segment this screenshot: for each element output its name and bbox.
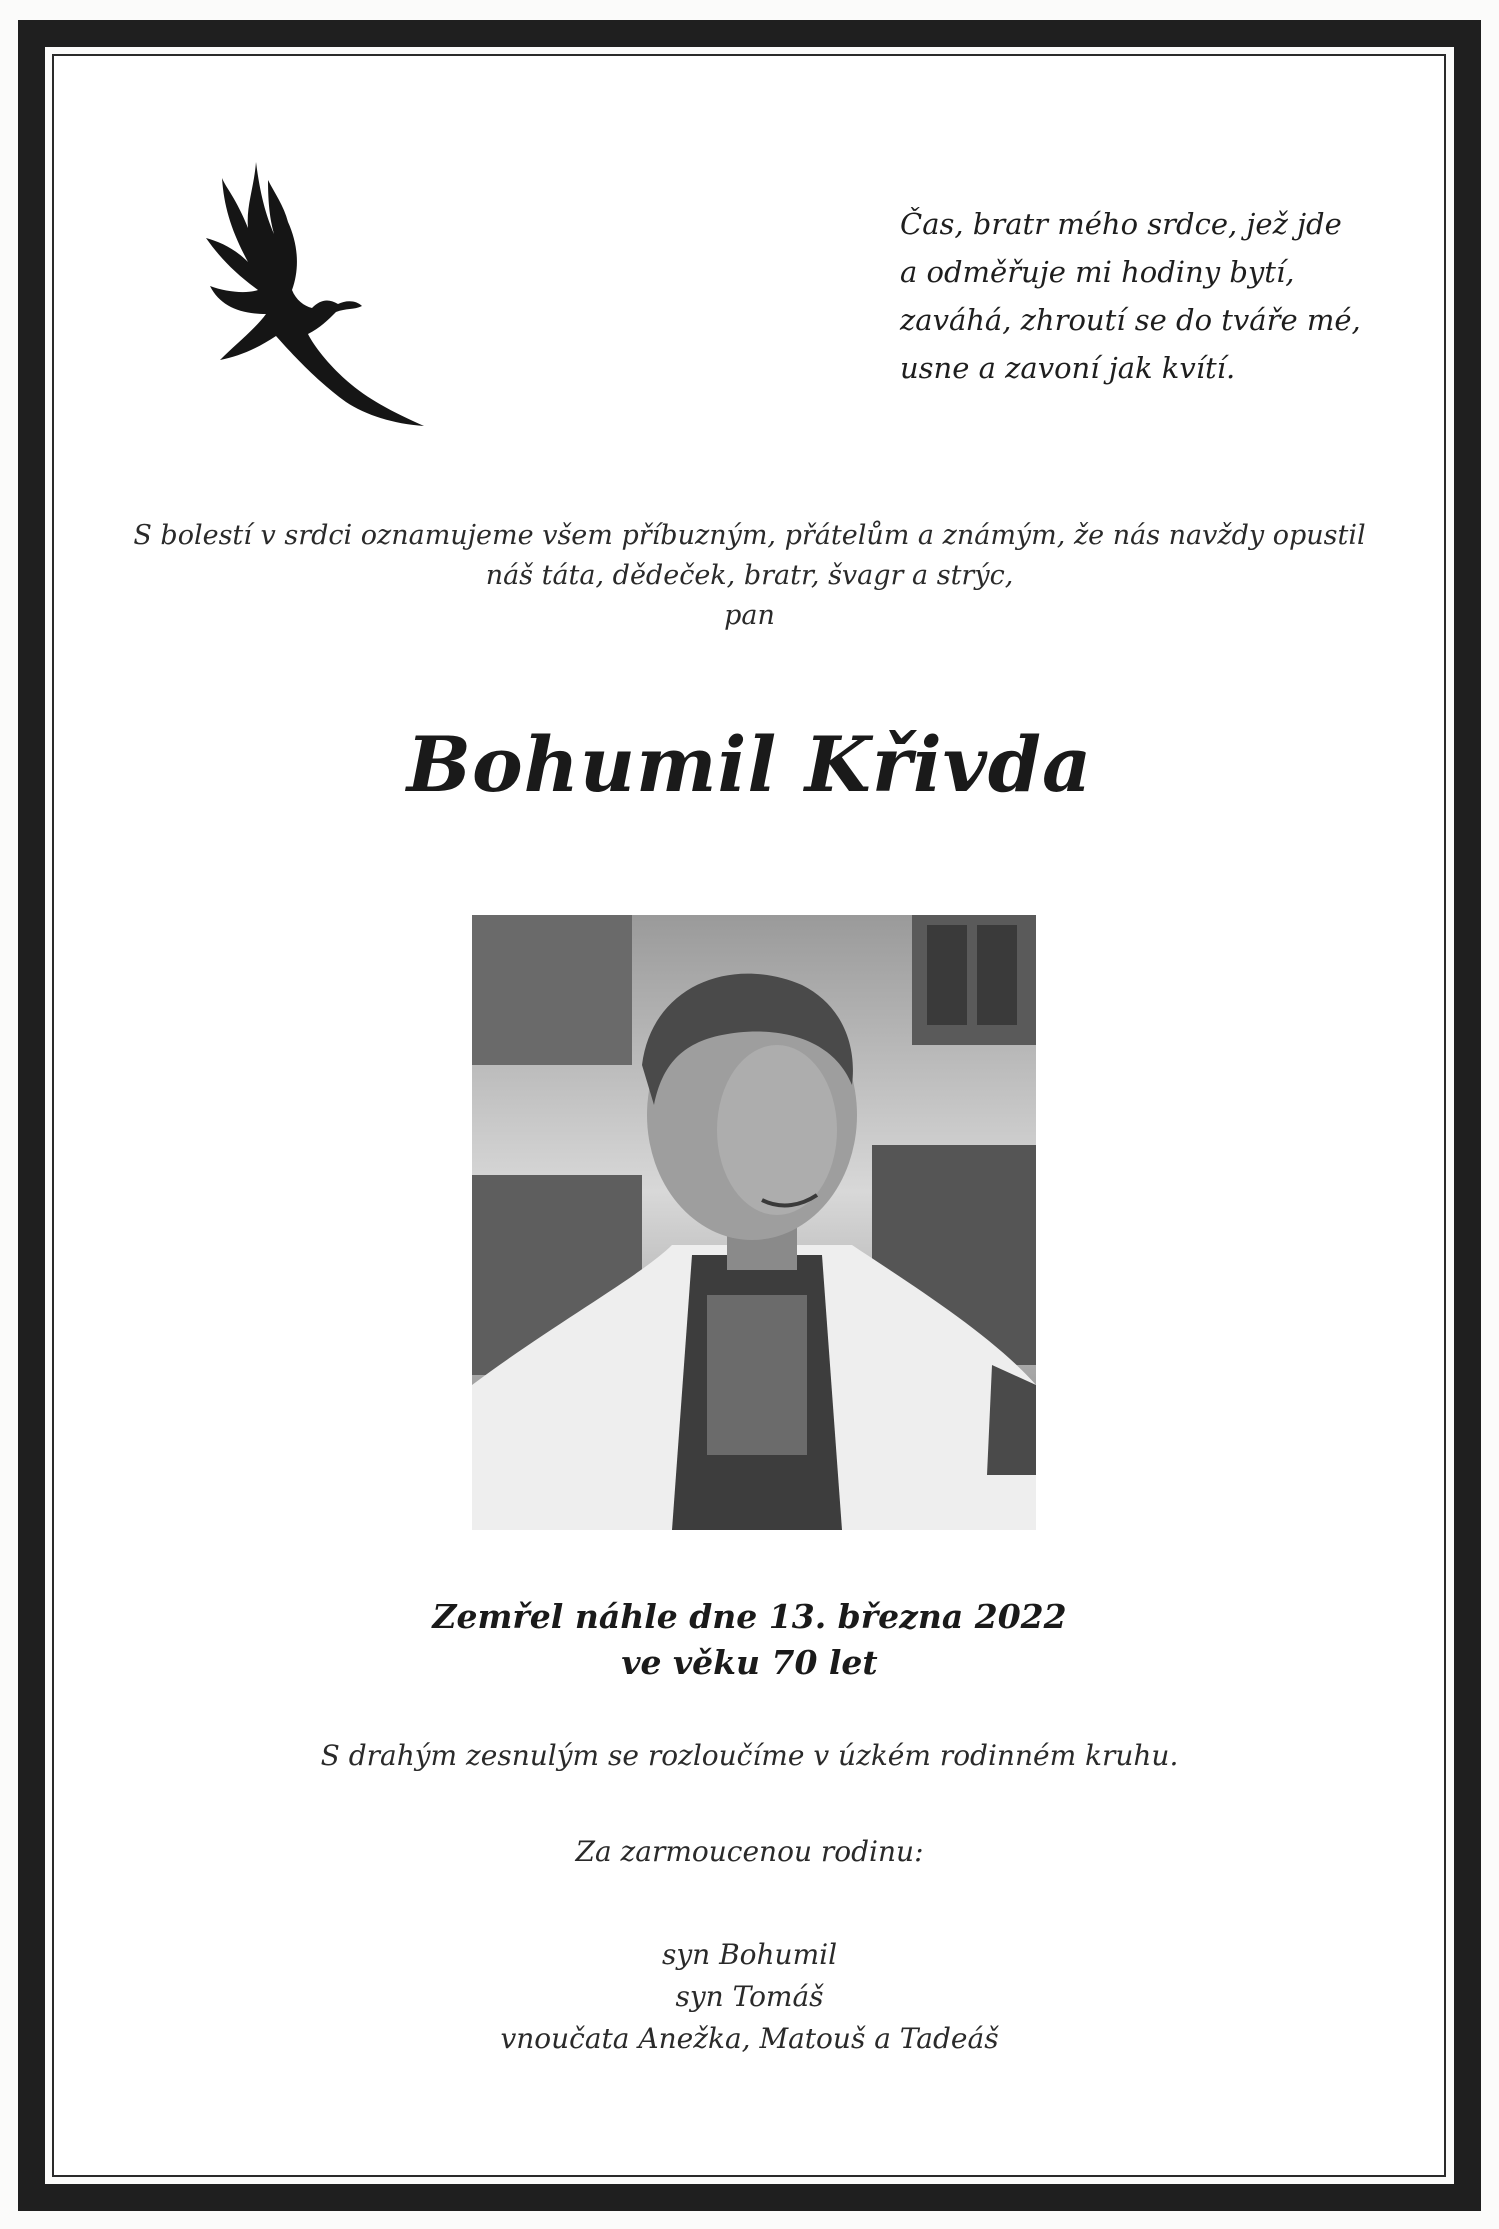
family-member: vnoučata Anežka, Matouš a Tadeáš <box>500 2022 999 2055</box>
poem <box>900 200 1420 392</box>
family-member: syn Tomáš <box>675 1980 824 2013</box>
family-title: Za zarmoucenou rodinu: <box>575 1835 924 1868</box>
family-member: syn Bohumil <box>661 1938 838 1971</box>
poem-line: a odměřuje mi hodiny bytí, <box>900 255 1295 289</box>
poem-line: usne a zavoní jak kvítí. <box>900 351 1236 385</box>
announcement-line: pan <box>724 600 775 631</box>
announcement <box>100 516 1399 636</box>
portrait-photo <box>472 915 1036 1530</box>
deceased-name: Bohumil Křivda <box>406 720 1093 809</box>
family-list <box>0 1934 1499 2060</box>
poem-line: Čas, bratr mého srdce, jež jde <box>900 207 1342 241</box>
poem-line: zaváhá, zhroutí se do tváře mé, <box>900 303 1361 337</box>
announcement-line: náš táta, dědeček, bratr, švagr a strýc, <box>485 560 1014 591</box>
death-date: Zemřel náhle dne 13. března 2022 <box>432 1597 1067 1636</box>
death-age: ve věku 70 let <box>621 1643 878 1682</box>
death-notice <box>0 1594 1499 1686</box>
announcement-line: S bolestí v srdci oznamujeme všem příbuzným, přátelům a známým, že nás navždy opustil <box>133 520 1366 551</box>
eagle-icon <box>196 158 428 430</box>
farewell-text: S drahým zesnulým se rozloučíme v úzkém rodinném kruhu. <box>320 1739 1179 1772</box>
